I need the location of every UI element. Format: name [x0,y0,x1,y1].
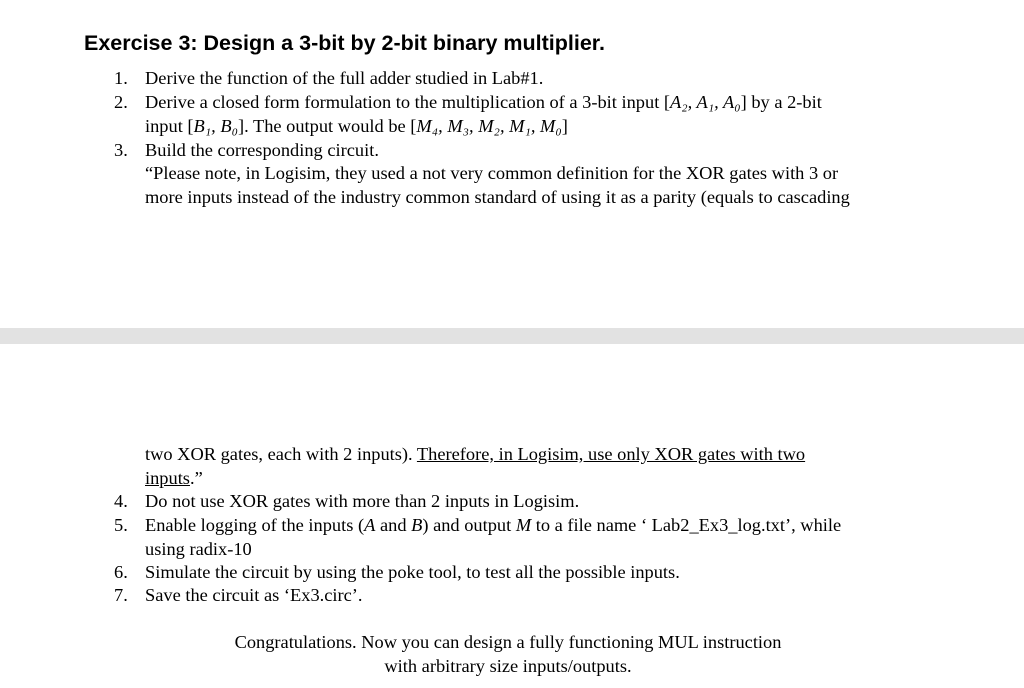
item-5-number: 5. [114,515,128,535]
item-5-text-b: and [375,515,412,535]
item-2-line-1 [145,90,822,114]
item-3-line-2: “Please note, in Logisim, they used a not very common definition for the XOR gates with 3 or [145,163,839,183]
item-2-text-c: input [ [145,116,194,136]
item-3-line-3: more inputs instead of the industry common standard of using it as a parity (equals to cascading [145,187,850,207]
footer-line-2: with arbitrary size inputs/outputs. [384,656,632,676]
item-3-emphasis-b: inputs [145,468,190,488]
item-7-text: Save the circuit as ‘Ex3.circ’. [145,585,363,605]
item-6-text: Simulate the circuit by using the poke tool, to test all the possible inputs. [145,562,680,582]
var-a-math: A [364,515,376,535]
input-b-math: B₁, B₀ [193,116,238,136]
item-2-number: 2. [114,92,128,112]
item-6-number: 6. [114,562,128,582]
page-separator [0,328,1024,344]
item-1-number: 1. [114,68,128,88]
item-2-text-b: ] by a 2-bit [740,92,822,112]
item-7-number: 7. [114,585,128,605]
item-5-line-1 [145,513,841,537]
exercise-title: Exercise 3: Design a 3-bit by 2-bit binary multiplier. [84,31,605,55]
item-3-line-5 [145,466,203,490]
item-5-line-2: using radix-10 [145,539,252,559]
item-2-text-a: Derive a closed form formulation to the multiplication of a 3-bit input [ [145,92,671,112]
input-a-math: A₂, A₁, A₀ [670,92,741,112]
item-5-text-c: ) and output [422,515,516,535]
item-2-text-e: ] [561,116,568,136]
item-3-text-b: .” [189,468,203,488]
footer-line-1: Congratulations. Now you can design a fully functioning MUL instruction [234,632,782,652]
item-3-number: 3. [114,140,128,160]
item-3-line-1: Build the corresponding circuit. [145,140,379,160]
var-b-math: B [411,515,423,535]
item-2-line-2 [145,114,568,138]
item-1-text: Derive the function of the full adder studied in Lab#1. [145,68,544,88]
item-4-text: Do not use XOR gates with more than 2 inputs in Logisim. [145,491,580,511]
item-2-text-d: ]. The output would be [ [237,116,417,136]
item-5-text-d: to a file name ‘ Lab2_Ex3_log.txt’, while [531,515,842,535]
var-m-math: M [515,515,532,535]
item-3-text-a: two XOR gates, each with 2 inputs). [145,444,417,464]
item-3-line-4 [145,442,805,466]
item-4-number: 4. [114,491,128,511]
output-m-math: M₄, M₃, M₂, M₁, M₀ [416,116,562,136]
item-5-text-a: Enable logging of the inputs ( [145,515,365,535]
item-3-emphasis-a: Therefore, in Logisim, use only XOR gates with two [416,444,806,464]
